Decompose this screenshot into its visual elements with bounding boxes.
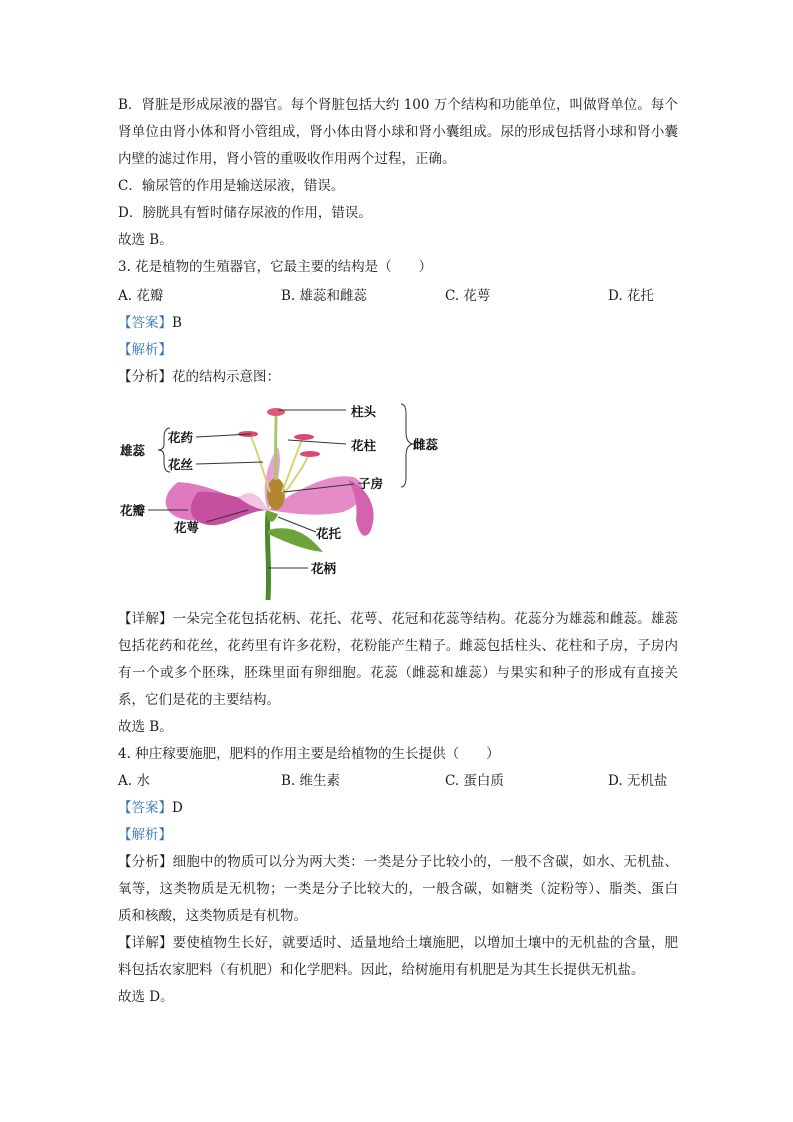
q3-fenxi: [118, 364, 678, 391]
q4-analysis-tag: [118, 822, 678, 849]
fenxi-text: 花的结构示意图：: [172, 369, 280, 385]
flower-stem: [267, 512, 268, 600]
q3-option-b: B. 雄蕊和雌蕊: [281, 288, 368, 304]
q2-option-d-explanation: D．膀胱具有暂时储存尿液的作用，错误。: [118, 205, 372, 221]
q2-option-b-explanation: B．肾脏是形成尿液的器官。每个肾脏包括大约 100 万个结构和功能单位，叫做肾单位。每个肾单位由肾小体和肾小管组成，肾小体由肾小球和肾小囊组成。尿的形成包括肾小球和肾小囊内壁的滤过作用，肾小管的重吸收作用两个过程，正确。: [118, 97, 678, 167]
q3-answer-line: [118, 310, 678, 337]
q4-option-d: D. 无机盐: [608, 773, 668, 789]
label-huasi: 花丝: [168, 457, 194, 472]
q3-option-c: C. 花萼: [445, 288, 491, 304]
label-cirui: 雌蕊: [413, 437, 439, 452]
label-xiongrui: 雄蕊: [120, 443, 146, 458]
q4-question: 4. 种庄稼要施肥，肥料的作用主要是给植物的生长提供（ ）: [118, 746, 500, 762]
fenxi-text: 细胞中的物质可以分为两大类：一类是分子比较小的，一般不含碳，如水、无机盐、氧等，这类物质是无机物；一类是分子比较大的，一般含碳，如糖类（淀粉等）、脂类、蛋白质和核酸，这类物质是有机物。: [118, 854, 679, 924]
q4-detail: [118, 930, 678, 984]
anther-3: [300, 451, 320, 457]
q4-conclusion: 故选 D。: [118, 989, 174, 1005]
detail-tag: 【详解】: [118, 611, 173, 627]
anther-2: [294, 434, 314, 440]
fenxi-tag: 【分析】: [118, 854, 173, 870]
q3-answer: B: [172, 315, 182, 331]
q2-option-c-explanation: C．输尿管的作用是输送尿液，错误。: [118, 178, 345, 194]
detail-tag: 【详解】: [118, 935, 173, 951]
filament-1: [251, 437, 270, 492]
q4-options: [118, 768, 678, 795]
q2-conclusion: 故选 B。: [118, 232, 173, 248]
q4-option-b: B. 维生素: [281, 773, 341, 789]
flower-structure-diagram: [118, 392, 448, 602]
label-huae: 花萼: [174, 520, 200, 535]
ovary: [267, 478, 285, 510]
analysis-tag: 【解析】: [118, 342, 172, 358]
label-huabing: 花柄: [311, 561, 337, 576]
q4-answer-line: [118, 795, 678, 822]
fenxi-tag: 【分析】: [118, 369, 172, 385]
q3-question: 3. 花是植物的生殖器官，它最主要的结构是（ ）: [118, 259, 433, 275]
q3-option-a: A. 花瓣: [118, 288, 164, 304]
q3-option-d: D. 花托: [608, 288, 654, 304]
label-zifang: 子房: [358, 476, 384, 491]
q4-option-c: C. 蛋白质: [445, 773, 504, 789]
label-zhutou: 柱头: [351, 404, 377, 419]
label-huazhu: 花柱: [351, 438, 377, 453]
label-huaban: 花瓣: [120, 503, 146, 518]
q3-options: [118, 283, 678, 310]
label-huatuo: 花托: [316, 526, 342, 541]
answer-tag: 【答案】: [118, 315, 172, 331]
q3-conclusion: 故选 B。: [118, 719, 173, 735]
q4-fenxi: [118, 849, 678, 930]
label-huayao: 花药: [168, 430, 194, 445]
detail-text: 一朵完全花包括花柄、花托、花萼、花冠和花蕊等结构。花蕊分为雄蕊和雌蕊。雄蕊包括花药和花丝，花药里有许多花粉，花粉能产生精子。雌蕊包括柱头、花柱和子房，子房内有一个或多个胚珠，胚珠里面有卵细胞。花蕊（雌蕊和雄蕊）与果实和种子的形成有直接关系，它们是花的主要结构。: [118, 611, 679, 708]
q3-detail: [118, 606, 678, 714]
analysis-tag: 【解析】: [118, 827, 172, 843]
answer-tag: 【答案】: [118, 800, 172, 816]
q4-option-a: A. 水: [118, 773, 150, 789]
stigma: [267, 408, 285, 416]
detail-text: 要使植物生长好，就要适时、适量地给土壤施肥，以增加土壤中的无机盐的含量，肥料包括农家肥料（有机肥）和化学肥料。因此，给树施用有机肥是为其生长提供无机盐。: [118, 935, 679, 978]
q4-answer: D: [172, 800, 183, 816]
q3-analysis-tag: [118, 337, 678, 364]
